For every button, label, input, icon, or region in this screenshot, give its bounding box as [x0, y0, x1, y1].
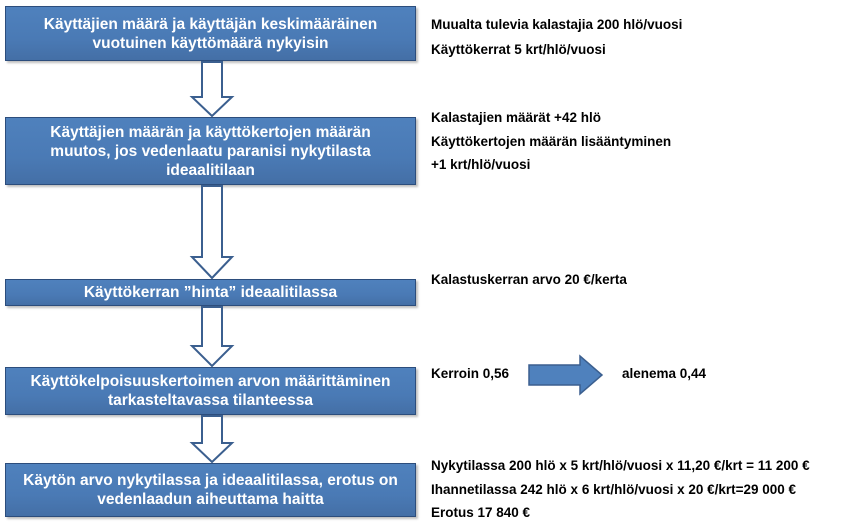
note-step2-line3: +1 krt/hlö/vuosi: [431, 157, 531, 172]
down-arrow-4: [190, 415, 234, 463]
down-arrow-2: [190, 185, 234, 279]
note-step5-line1: Nykytilassa 200 hlö x 5 krt/hlö/vuosi x 11,20 €/krt = 11 200 €: [431, 458, 810, 473]
right-arrow: [528, 355, 604, 395]
note-step5-line2: Ihannetilassa 242 hlö x 6 krt/hlö/vuosi x 20 €/krt=29 000 €: [431, 482, 797, 497]
step-box-1-label: Käyttäjien määrä ja käyttäjän keskimääräinen vuotuinen käyttömäärä nykyisin: [43, 15, 378, 52]
step-box-3-label: Käyttökerran ”hinta” ideaalitilassa: [83, 284, 338, 301]
step-box-2: [5, 117, 416, 185]
note-step3-line1: Kalastuskerran arvo 20 €/kerta: [431, 272, 627, 287]
step-box-4-label: Käyttökelpoisuuskertoimen arvon määrittäminen tarkasteltavassa tilanteessa: [30, 373, 391, 409]
note-step1-line1: Muualta tulevia kalastajia 200 hlö/vuosi: [431, 17, 683, 32]
step-box-1: [5, 6, 416, 61]
note-step2-line1: Kalastajien määrät +42 hlö: [431, 110, 601, 125]
note-step4-kerroin: Kerroin 0,56: [431, 366, 510, 381]
down-arrow-3: [190, 306, 234, 367]
step-box-4: [5, 367, 416, 415]
step-box-5-label: Käytön arvo nykytilassa ja ideaalitilassa, erotus on vedenlaadun aiheuttama haitta: [23, 472, 398, 508]
down-arrow-1: [190, 61, 234, 117]
note-step1-line2: Käyttökerrat 5 krt/hlö/vuosi: [431, 42, 606, 57]
step-box-3: [5, 279, 416, 306]
note-step5-line3: Erotus 17 840 €: [431, 505, 531, 520]
step-box-5: [5, 463, 416, 517]
note-step4-alenema: alenema 0,44: [622, 366, 707, 381]
step-box-2-label: Käyttäjien määrän ja käyttökertojen määrän muutos, jos vedenlaatu paranisi nykytilasta ideaalitilaan: [50, 123, 371, 179]
note-step2-line2: Käyttökertojen määrän lisääntyminen: [431, 134, 672, 149]
